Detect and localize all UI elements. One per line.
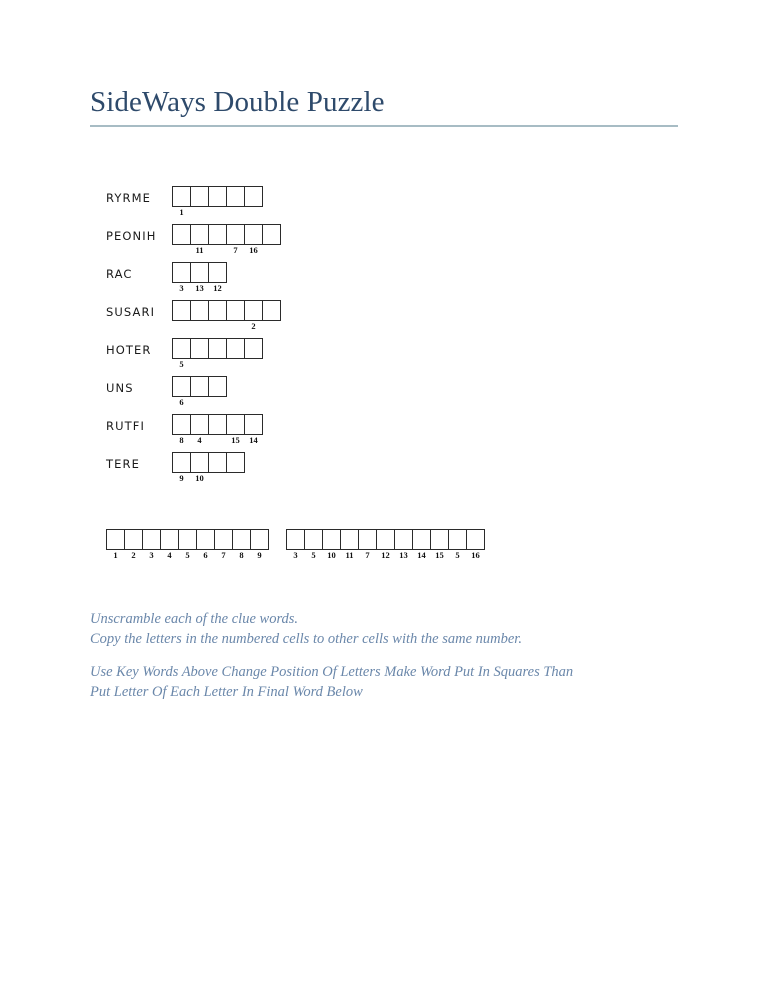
title-divider [90,125,678,127]
letter-cell[interactable] [262,300,281,321]
letter-cell[interactable] [208,414,227,435]
cell-number [208,207,227,219]
letter-cell[interactable] [394,529,413,550]
final-answer-grid [106,529,269,562]
cell-number: 6 [179,397,184,407]
cell-number: 14 [249,435,258,445]
cell-number [172,321,191,333]
letter-cell[interactable] [190,300,209,321]
letter-cell[interactable] [244,186,263,207]
letter-cell[interactable] [172,414,191,435]
clue-row [106,186,626,224]
cell-number: 3 [179,283,184,293]
cell-number-row [172,397,227,409]
letter-cell[interactable] [226,338,245,359]
clue-row [106,376,626,414]
cell-number: 8 [179,435,184,445]
cell-number [172,245,191,257]
clue-answer-grid [172,452,245,485]
cell-number: 5 [185,550,190,560]
cell-row [172,224,281,245]
cell-row [172,338,263,359]
cell-number: 13 [399,550,408,560]
cell-number: 7 [365,550,370,560]
cell-number [208,397,227,409]
letter-cell[interactable] [226,300,245,321]
cell-number-row [286,550,485,562]
letter-cell[interactable] [340,529,359,550]
cell-row [172,414,263,435]
cell-number [226,207,245,219]
answer-grid-area [106,529,485,562]
cell-number: 5 [455,550,460,560]
cell-number [190,359,209,371]
clue-row [106,300,626,338]
cell-number: 13 [195,283,204,293]
final-answer-grid [286,529,485,562]
clue-row [106,224,626,262]
cell-number: 5 [311,550,316,560]
clue-row [106,414,626,452]
letter-cell[interactable] [262,224,281,245]
clue-answer-grid [172,186,263,219]
letter-cell[interactable] [208,186,227,207]
cell-number: 9 [179,473,184,483]
cell-number: 15 [435,550,444,560]
letter-cell[interactable] [142,529,161,550]
cell-row [106,529,269,550]
letter-cell[interactable] [244,224,263,245]
cell-number: 7 [233,245,238,255]
letter-cell[interactable] [178,529,197,550]
letter-cell[interactable] [172,376,191,397]
cell-number [244,359,263,371]
cell-number-row [172,359,263,371]
letter-cell[interactable] [250,529,269,550]
letter-cell[interactable] [226,224,245,245]
cell-number: 5 [179,359,184,369]
letter-cell[interactable] [448,529,467,550]
cell-number-row [172,207,263,219]
letter-cell[interactable] [226,414,245,435]
letter-cell[interactable] [208,262,227,283]
clue-answer-grid [172,414,263,447]
letter-cell[interactable] [376,529,395,550]
cell-row [172,186,263,207]
letter-cell[interactable] [322,529,341,550]
letter-cell[interactable] [172,186,191,207]
cell-number: 8 [239,550,244,560]
clue-word-label: TERE [106,457,140,471]
instructions-group-two [90,662,690,702]
letter-cell[interactable] [466,529,485,550]
cell-number: 10 [327,550,336,560]
letter-cell[interactable] [190,186,209,207]
letter-cell[interactable] [208,452,227,473]
clue-word-label: RAC [106,267,133,281]
cell-row [172,376,227,397]
letter-cell[interactable] [190,338,209,359]
cell-number [226,321,245,333]
cell-row [172,452,245,473]
letter-cell[interactable] [244,338,263,359]
instructions-group-one [90,609,690,649]
cell-number: 12 [213,283,222,293]
clue-row [106,262,626,300]
clue-row [106,452,626,490]
letter-cell[interactable] [160,529,179,550]
cell-number: 9 [257,550,262,560]
cell-number-row [172,473,245,485]
letter-cell[interactable] [208,338,227,359]
cell-number: 12 [381,550,390,560]
clue-word-label: RUTFI [106,419,145,433]
cell-number-row [106,550,269,562]
letter-cell[interactable] [208,300,227,321]
cell-row [286,529,485,550]
cell-number: 2 [131,550,136,560]
clue-answer-grid [172,224,281,257]
cell-number [208,245,227,257]
letter-cell[interactable] [232,529,251,550]
cell-number: 10 [195,473,204,483]
cell-number [226,359,245,371]
letter-cell[interactable] [172,224,191,245]
cell-number: 1 [113,550,118,560]
cell-number [226,473,245,485]
instruction-line-1: Unscramble each of the clue words. [90,611,299,627]
cell-number [190,397,209,409]
letter-cell[interactable] [190,262,209,283]
letter-cell[interactable] [172,452,191,473]
cell-number [262,321,281,333]
instructions-block [90,609,690,702]
cell-number: 15 [231,435,240,445]
cell-row [172,300,281,321]
letter-cell[interactable] [430,529,449,550]
cell-number: 6 [203,550,208,560]
cell-number-row [172,435,263,447]
letter-cell[interactable] [190,414,209,435]
cell-number: 4 [197,435,202,445]
cell-number [190,321,209,333]
cell-number [244,207,263,219]
letter-cell[interactable] [172,300,191,321]
clue-word-label: PEONIH [106,229,157,243]
cell-number [208,435,227,447]
clue-row [106,338,626,376]
cell-number: 11 [345,550,354,560]
letter-cell[interactable] [226,452,245,473]
letter-cell[interactable] [286,529,305,550]
clue-answer-grid [172,338,263,371]
cell-number: 2 [251,321,256,331]
cell-number [208,321,227,333]
cell-number-row [172,283,227,295]
cell-number [262,245,281,257]
letter-cell[interactable] [196,529,215,550]
cell-number [190,207,209,219]
instruction-line-3: Use Key Words Above Change Position Of Letters Make Word Put In Squares Than [90,664,574,680]
clue-answer-grid [172,300,281,333]
cell-number: 16 [249,245,258,255]
letter-cell[interactable] [244,414,263,435]
letter-cell[interactable] [226,186,245,207]
letter-cell[interactable] [244,300,263,321]
letter-cell[interactable] [208,376,227,397]
letter-cell[interactable] [172,262,191,283]
letter-cell[interactable] [106,529,125,550]
letter-cell[interactable] [190,376,209,397]
cell-number: 4 [167,550,172,560]
letter-cell[interactable] [358,529,377,550]
cell-number: 1 [179,207,184,217]
letter-cell[interactable] [190,224,209,245]
letter-cell[interactable] [172,338,191,359]
cell-row [172,262,227,283]
cell-number-row [172,321,281,333]
clue-word-label: UNS [106,381,134,395]
clue-list [106,186,626,490]
clue-answer-grid [172,376,227,409]
letter-cell[interactable] [208,224,227,245]
letter-cell[interactable] [412,529,431,550]
clue-word-label: SUSARI [106,305,156,319]
cell-number-row [172,245,281,257]
letter-cell[interactable] [304,529,323,550]
cell-number [208,473,227,485]
cell-number: 11 [195,245,204,255]
cell-number: 14 [417,550,426,560]
cell-number: 16 [471,550,480,560]
cell-number: 3 [149,550,154,560]
letter-cell[interactable] [214,529,233,550]
title-block [90,86,678,127]
letter-cell[interactable] [124,529,143,550]
instruction-line-2: Copy the letters in the numbered cells to other cells with the same number. [90,631,522,647]
cell-number: 3 [293,550,298,560]
letter-cell[interactable] [190,452,209,473]
cell-number: 7 [221,550,226,560]
clue-word-label: HOTER [106,343,152,357]
cell-number [208,359,227,371]
clue-word-label: RYRME [106,191,151,205]
clue-answer-grid [172,262,227,295]
instruction-line-4: Put Letter Of Each Letter In Final Word Below [90,684,363,700]
page-title: SideWays Double Puzzle [90,86,385,118]
